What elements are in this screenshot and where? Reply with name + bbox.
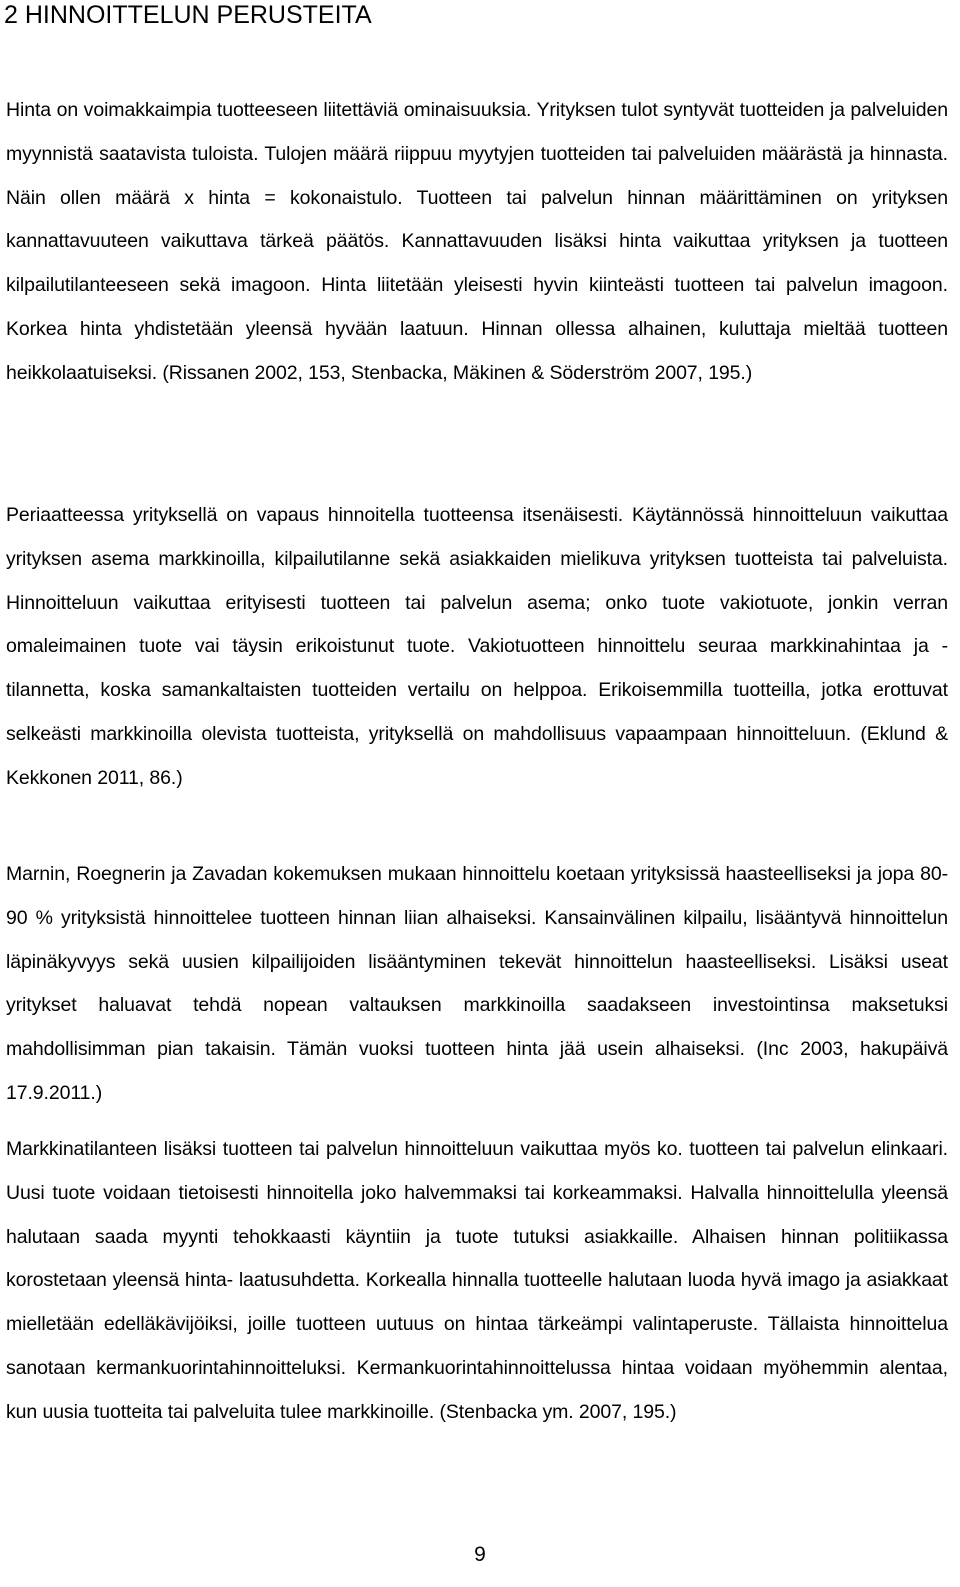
- paragraph-1: Hinta on voimakkaimpia tuotteeseen liitettäviä ominaisuuksia. Yrityksen tulot syntyvät tuotteiden ja palveluiden myynnistä saatavista tuloista. Tulojen määrä riippuu myytyjen tuotteiden tai palveluiden määrästä ja hinnasta. Näin ollen määrä x hinta = kokonaistulo. Tuotteen tai palvelun hinnan määrittäminen on yrityksen kannattavuuteen vaikuttava tärkeä päätös. Kannattavuuden lisäksi hinta vaikuttaa yrityksen ja tuotteen kilpailutilanteeseen sekä imagoon. Hinta liitetään yleisesti hyvin kiinteästi tuotteen tai palvelun imagoon. Korkea hinta yhdistetään yleensä hyvään laatuun. Hinnan ollessa alhainen, kuluttaja mieltää tuotteen heikkolaatuiseksi. (Rissanen 2002, 153, Stenbacka, Mäkinen & Söderström 2007, 195.): [6, 99, 948, 384]
- section-heading: 2 HINNOITTELUN PERUSTEITA: [4, 1, 372, 29]
- paragraph-4: Markkinatilanteen lisäksi tuotteen tai palvelun hinnoitteluun vaikuttaa myös ko. tuotteen tai palvelun elinkaari. Uusi tuote voidaan tietoisesti hinnoitella joko halvemmaksi tai korkeammaksi. Halvalla hinnoittelulla yleensä halutaan saada myynti tehokkaasti käyntiin ja tuote tutuksi asiakkaille. Alhaisen hinnan politiikassa korostetaan yleensä hinta- laatusuhdetta. Korkealla hinnalla tuotteelle halutaan luoda hyvä imago ja asiakkaat mielletään edelläkävijöiksi, joille tuotteen uutuus on hintaa tärkeämpi valintaperuste. Tällaista hinnoittelua sanotaan kermankuorintahinnoitteluksi. Kermankuorintahinnoittelussa hintaa voidaan myöhemmin alentaa, kun uusia tuotteita tai palveluita tulee markkinoille. (Stenbacka ym. 2007, 195.): [6, 1138, 948, 1423]
- paragraph-3: Marnin, Roegnerin ja Zavadan kokemuksen mukaan hinnoittelu koetaan yrityksissä haasteelliseksi ja jopa 80- 90 % yrityksistä hinnoittelee tuotteen hinnan liian alhaiseksi. Kansainvälinen kilpailu, lisääntyvä hinnoittelun läpinäkyvyys sekä uusien kilpailijoiden lisääntyminen tekevät hinnoittelun haasteelliseksi. Lisäksi useat yritykset haluavat tehdä nopean valtauksen markkinoilla saadakseen investointinsa maksetuksi mahdollisimman pian takaisin. Tämän vuoksi tuotteen hinta jää usein alhaiseksi. (Inc 2003, hakupäivä 17.9.2011.): [6, 863, 948, 1104]
- paragraph-2: Periaatteessa yrityksellä on vapaus hinnoitella tuotteensa itsenäisesti. Käytännössä hinnoitteluun vaikuttaa yrityksen asema markkinoilla, kilpailutilanne sekä asiakkaiden mielikuva yrityksen tuotteista tai palveluista. Hinnoitteluun vaikuttaa erityisesti tuotteen tai palvelun asema; onko tuote vakiotuote, jonkin verran omaleimainen tuote vai täysin erikoistunut tuote. Vakiotuotteen hinnoittelu seuraa markkinahintaa ja -tilannetta, koska samankaltaisten tuotteiden vertailu on helppoa. Erikoisemmilla tuotteilla, jotka erottuvat selkeästi markkinoilla olevista tuotteista, yrityksellä on mahdollisuus vapaampaan hinnoitteluun. (Eklund & Kekkonen 2011, 86.): [6, 504, 948, 789]
- page-number: 9: [474, 1543, 486, 1566]
